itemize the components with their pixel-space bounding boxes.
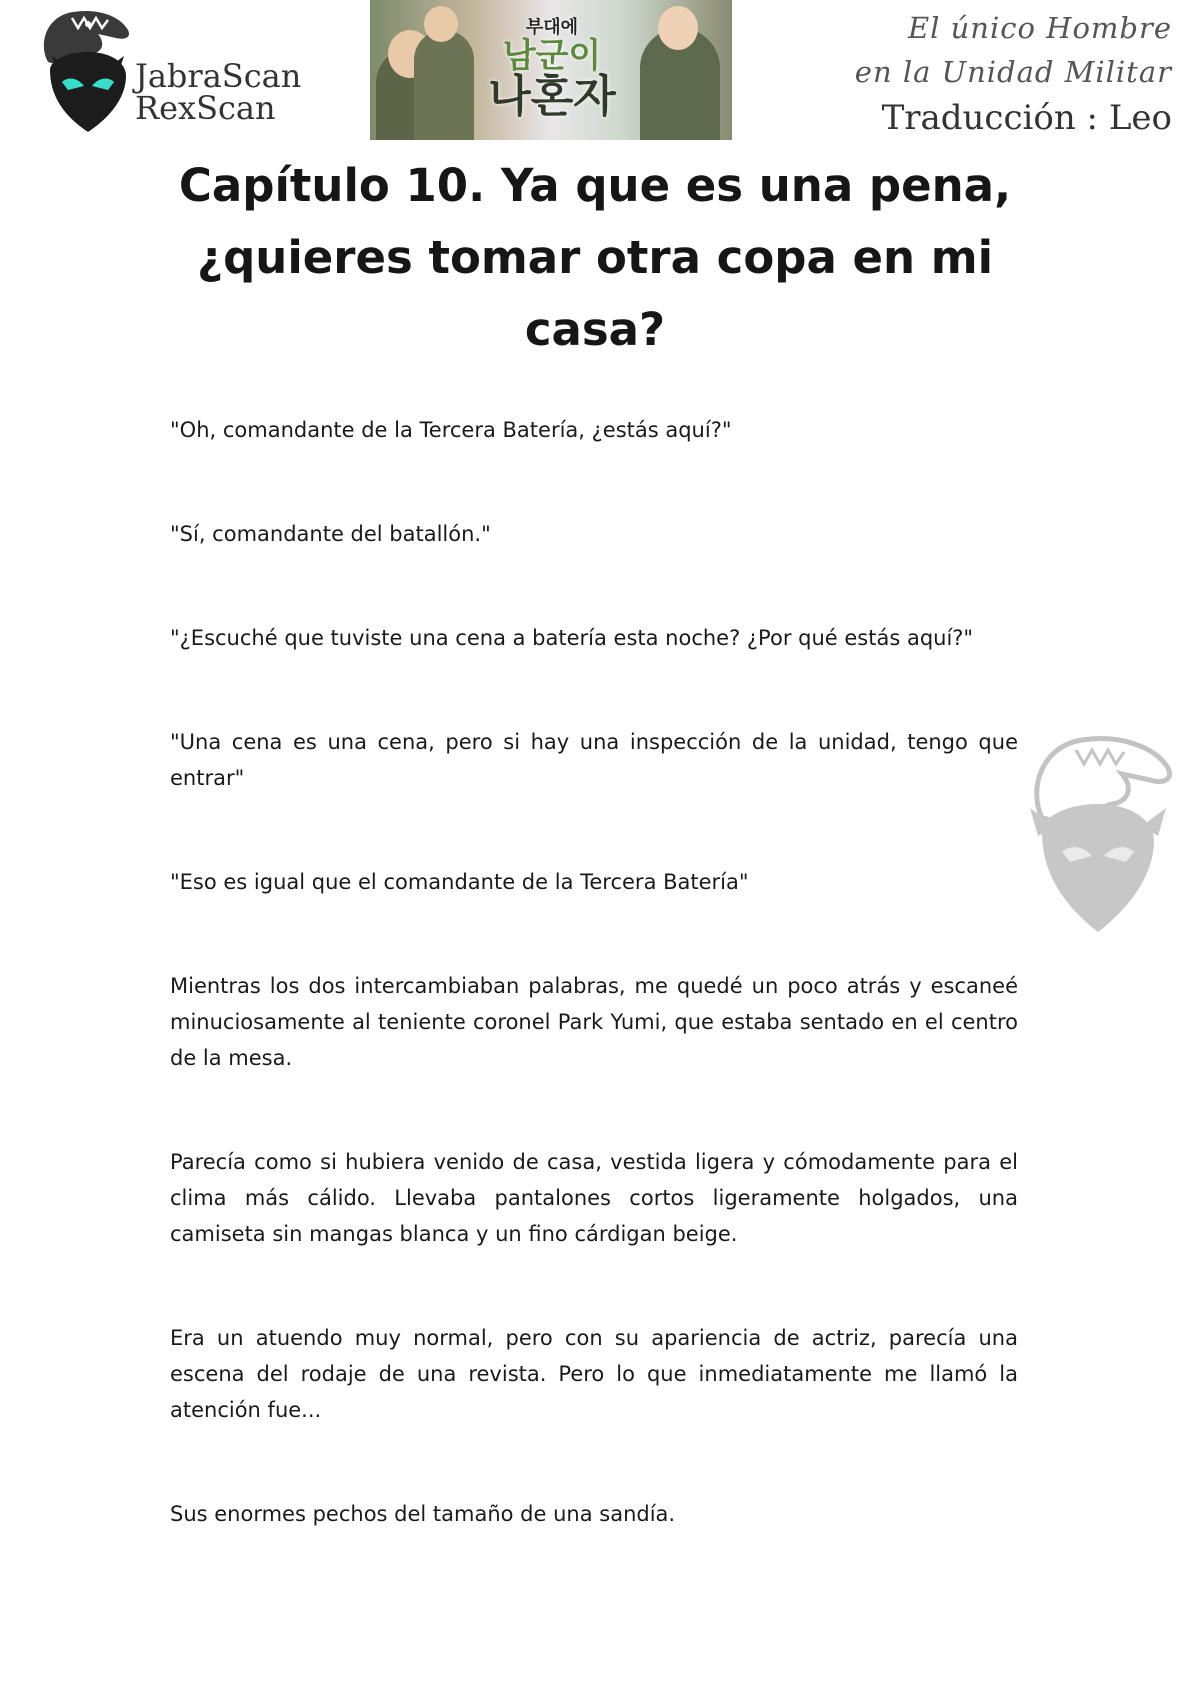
cover-title-bottom: 나혼자 xyxy=(488,71,616,122)
series-info xyxy=(855,6,1172,142)
paragraph-4: "Una cena es una cena, pero si hay una inspección de la unidad, tengo que entrar" xyxy=(170,730,1018,790)
cover-title xyxy=(482,18,622,120)
paragraph-1: "Oh, comandante de la Tercera Batería, ¿estás aquí?" xyxy=(170,418,732,442)
manhwa-cover-banner xyxy=(370,0,732,140)
paragraph-5: "Eso es igual que el comandante de la Tercera Batería" xyxy=(170,870,749,894)
page-header xyxy=(0,0,1190,140)
paragraph-7: Parecía como si hubiera venido de casa, vestida ligera y cómodamente para el clima más cálido. Llevaba pantalones cortos ligeramente holgados, una camiseta sin mangas blanca y un fino cárdigan beige. xyxy=(170,1150,1018,1246)
paragraph-2: "Sí, comandante del batallón." xyxy=(170,522,491,546)
dinosaur-watermark-icon xyxy=(1012,728,1182,948)
chapter-title: Capítulo 10. Ya que es una pena, ¿quieres tomar otra copa en mi casa? xyxy=(178,159,1012,356)
translator-credit: Traducción : Leo xyxy=(881,98,1172,138)
paragraph-8: Era un atuendo muy normal, pero con su apariencia de actriz, parecía una escena del rodaje de una revista. Pero lo que inmediatamente me llamó la atención fue... xyxy=(170,1326,1018,1422)
series-title-line-1: El único Hombre xyxy=(907,11,1172,45)
cover-title-mid: 남군이 xyxy=(502,36,602,76)
dinosaur-logo-icon xyxy=(28,4,148,140)
brand-line-2: RexScan xyxy=(135,89,276,127)
series-title-line-2: en la Unidad Militar xyxy=(854,55,1172,89)
cover-title-top: 부대에 xyxy=(525,17,579,38)
paragraph-3: "¿Escuché que tuviste una cena a batería esta noche? ¿Por qué estás aquí?" xyxy=(170,626,974,650)
cover-soldier-2-head xyxy=(424,6,458,42)
paragraph-9: Sus enormes pechos del tamaño de una sandía. xyxy=(170,1502,676,1526)
cover-soldier-3-head xyxy=(658,6,698,50)
cover-soldier-2 xyxy=(414,30,474,140)
brand-line-1: JabraScan xyxy=(135,57,302,95)
brand-name xyxy=(135,57,302,127)
paragraph-6: Mientras los dos intercambiaban palabras, me quedé un poco atrás y escaneé minuciosamente al teniente coronel Park Yumi, que estaba sentado en el centro de la mesa. xyxy=(170,974,1018,1070)
